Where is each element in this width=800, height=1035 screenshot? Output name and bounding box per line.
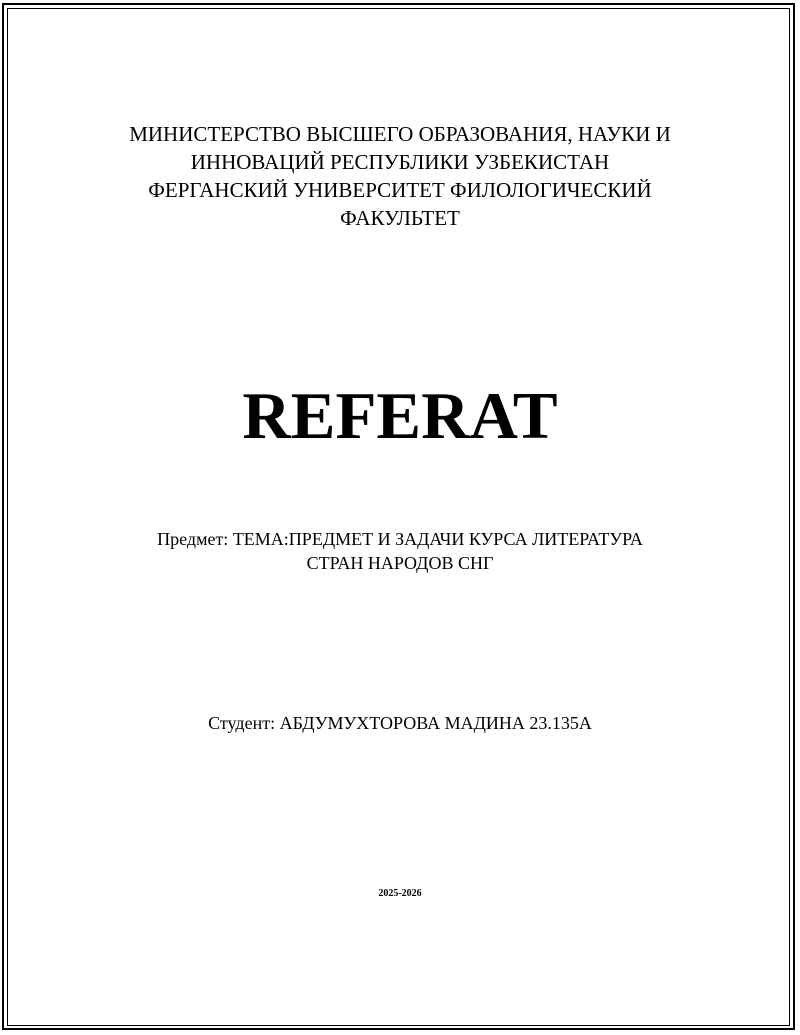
ministry-header-line: МИНИСТЕРСТВО ВЫСШЕГО ОБРАЗОВАНИЯ, НАУКИ И [129,122,671,146]
subject-line: СТРАН НАРОДОВ СНГ [306,553,494,573]
faculty-header-line: ФАКУЛЬТЕТ [340,206,460,230]
subject-line: Предмет: ТЕМА:ПРЕДМЕТ И ЗАДАЧИ КУРСА ЛИТЕРАТУРА [157,529,643,549]
academic-year: 2025-2026 [378,888,422,899]
faculty-header-line: ФЕРГАНСКИЙ УНИВЕРСИТЕТ ФИЛОЛОГИЧЕСКИЙ [148,178,652,202]
ministry-header [0,120,800,232]
document-title: REFERAT [242,379,558,453]
ministry-header-line: ИННОВАЦИЙ РЕСПУБЛИКИ УЗБЕКИСТАН [190,150,610,174]
subject-block [0,527,800,575]
student-name: Студент: АБДУМУХТОРОВА МАДИНА 23.135А [208,713,592,733]
